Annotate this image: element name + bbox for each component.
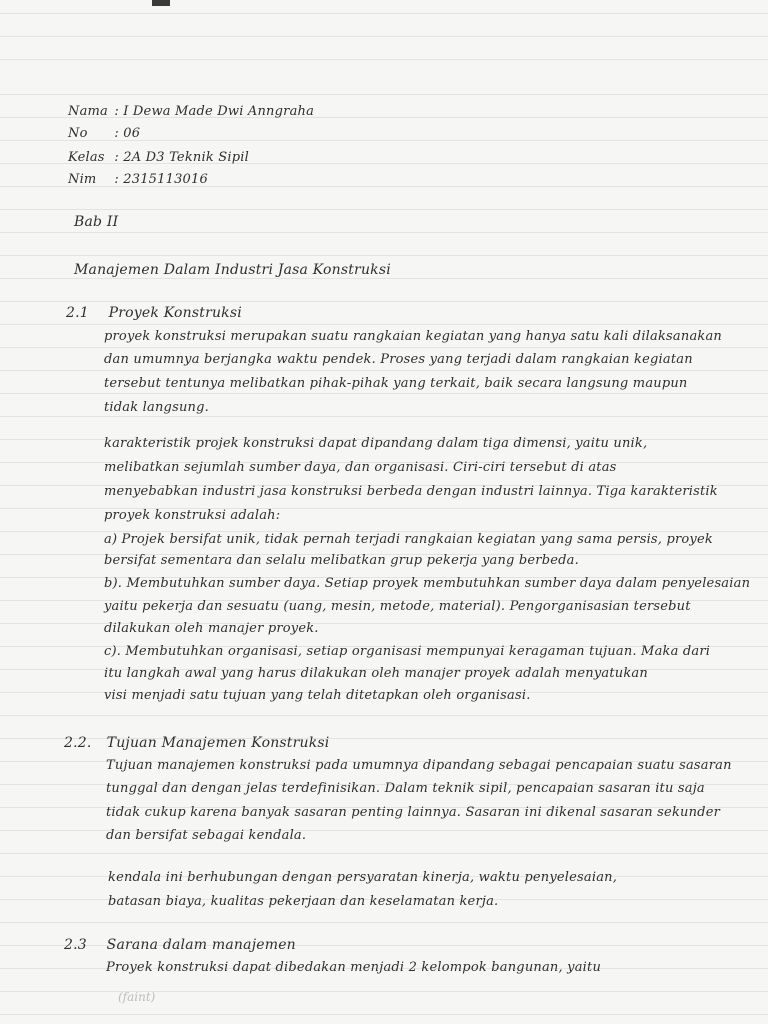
section-2-2-p1-line: tidak cukup karena banyak sasaran penting lainnya. Sasaran ini dikenal sasaran sekunder <box>106 805 721 820</box>
section-2-3-title: Sarana dalam manajemen <box>106 937 296 953</box>
section-2-3-number: 2.3 <box>64 937 87 953</box>
section-2-1-title: Proyek Konstruksi <box>108 305 242 321</box>
section-2-1-p1-line: proyek konstruksi merupakan suatu rangkaian kegiatan yang hanya satu kali dilaksanakan <box>104 329 723 344</box>
name-label: Nama <box>68 104 109 119</box>
list-item: c). Membutuhkan organisasi, setiap organisasi mempunyai keragaman tujuan. Maka dari <box>104 644 711 659</box>
identity-name-row <box>68 104 314 119</box>
section-2-2-title: Tujuan Manajemen Konstruksi <box>106 735 330 751</box>
section-2-1-heading <box>66 305 242 321</box>
nim-label: Nim <box>68 172 97 187</box>
identity-nim-row <box>68 172 208 187</box>
kelas-value: : 2A D3 Teknik Sipil <box>114 150 249 165</box>
name-value: : I Dewa Made Dwi Anngraha <box>114 104 315 119</box>
section-2-1-p2-line: proyek konstruksi adalah: <box>104 508 281 523</box>
identity-no-row <box>68 126 140 141</box>
identity-kelas-row <box>68 150 249 165</box>
section-2-2-number: 2.2. <box>64 735 92 751</box>
section-2-1-p2-line: karakteristik projek konstruksi dapat dipandang dalam tiga dimensi, yaitu unik, <box>104 436 648 451</box>
list-item: itu langkah awal yang harus dilakukan oleh manajer proyek adalah menyatukan <box>104 666 648 681</box>
list-item: b). Membutuhkan sumber daya. Setiap proyek membutuhkan sumber daya dalam penyelesaian <box>104 576 751 591</box>
section-2-2-p2-line: batasan biaya, kualitas pekerjaan dan keselamatan kerja. <box>108 894 499 909</box>
section-2-1-p2-line: menyebabkan industri jasa konstruksi berbeda dengan industri lainnya. Tiga karakteristik <box>104 484 718 499</box>
faint-trailing-text: (faint) <box>118 990 156 1004</box>
chapter-label: Bab II <box>74 214 119 230</box>
kelas-label: Kelas <box>68 150 105 165</box>
list-item: bersifat sementara dan selalu melibatkan grup pekerja yang berbeda. <box>104 553 579 568</box>
section-2-1-number: 2.1 <box>66 305 89 321</box>
list-item: yaitu pekerja dan sesuatu (uang, mesin, metode, material). Pengorganisasian tersebut <box>104 599 691 614</box>
section-2-2-heading <box>64 735 329 751</box>
section-2-1-p2-line: melibatkan sejumlah sumber daya, dan organisasi. Ciri-ciri tersebut di atas <box>104 460 617 475</box>
section-2-1-p1-line: tidak langsung. <box>104 400 209 415</box>
list-item: visi menjadi satu tujuan yang telah ditetapkan oleh organisasi. <box>104 688 531 703</box>
list-item: a) Projek bersifat unik, tidak pernah terjadi rangkaian kegiatan yang sama persis, proyek <box>104 532 713 547</box>
binding-mark <box>152 0 170 6</box>
chapter-title: Manajemen Dalam Industri Jasa Konstruksi <box>74 262 391 278</box>
section-2-3-p1-line: Proyek konstruksi dapat dibedakan menjadi 2 kelompok bangunan, yaitu <box>106 960 602 975</box>
section-2-1-p1-line: tersebut tentunya melibatkan pihak-pihak yang terkait, baik secara langsung maupun <box>104 376 688 391</box>
nim-value: : 2315113016 <box>114 172 208 187</box>
no-label: No <box>68 126 88 141</box>
section-2-2-p1-line: Tujuan manajemen konstruksi pada umumnya dipandang sebagai pencapaian suatu sasaran <box>106 758 732 773</box>
no-value: : 06 <box>114 126 141 141</box>
list-item: dilakukan oleh manajer proyek. <box>104 621 319 636</box>
section-2-2-p2-line: kendala ini berhubungan dengan persyaratan kinerja, waktu penyelesaian, <box>108 870 618 885</box>
section-2-3-heading <box>64 937 296 953</box>
section-2-2-p1-line: tunggal dan dengan jelas terdefinisikan. Dalam teknik sipil, pencapaian sasaran itu saja <box>106 781 705 796</box>
section-2-2-p1-line: dan bersifat sebagai kendala. <box>106 828 307 843</box>
section-2-1-p1-line: dan umumnya berjangka waktu pendek. Proses yang terjadi dalam rangkaian kegiatan <box>104 352 693 367</box>
